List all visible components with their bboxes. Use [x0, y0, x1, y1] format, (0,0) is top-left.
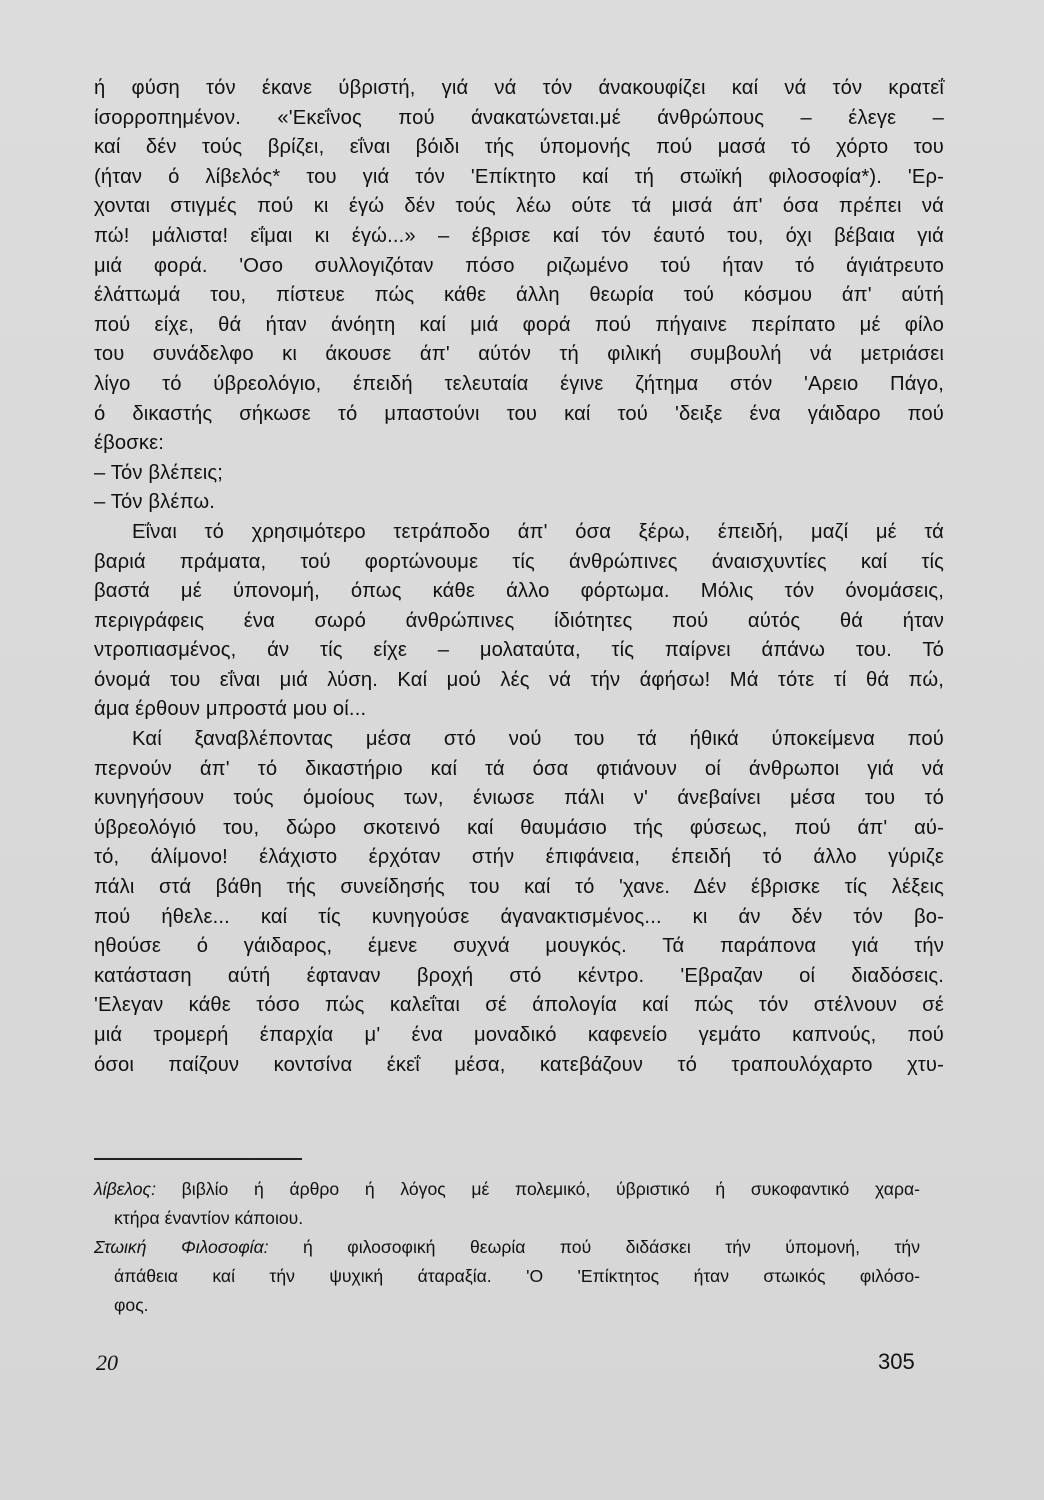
text-line: μιά τρομερή έπαρχία μ' ένα μοναδικό καφενείο γεμάτο καπνούς, πού	[94, 1024, 944, 1046]
text-line: ντροπιασμένος, άν τίς είχε – μολαταύτα, τίς παίρνει άπάνω του. Τό	[94, 639, 944, 662]
text-line: περνούν άπ' τό δικαστήριο καί τά όσα φτιάνουν οί άνθρωποι γιά νά	[94, 757, 944, 780]
footnote-continuation: άπάθεια καί τήν ψυχική άταραξία. 'Ο 'Επίκτητος ήταν στωικός φιλόσο-	[114, 1266, 920, 1286]
text-line: ηθούσε ό γάιδαρος, έμενε συχνά μουγκός. Τά παράπονα γιά τήν	[94, 935, 944, 958]
text-line: περιγράφεις ένα σωρό άνθρώπινες ίδιότητες πού αύτός θά ήταν	[94, 609, 944, 632]
text-line: Καί ξαναβλέποντας μέσα στό νού του τά ήθικά ύποκείμενα πού	[132, 728, 944, 751]
footnote-stoic	[94, 1233, 920, 1262]
text-line: βαστά μέ ύπονομή, όπως κάθε άλλο φόρτωμα. Μόλις τόν όνομάσεις,	[94, 580, 944, 603]
footnote-term: Στωική Φιλοσοφία:	[94, 1237, 269, 1257]
page-number: 305	[878, 1349, 915, 1374]
footnote-libelos	[94, 1175, 920, 1204]
text-line: πάλι στά βάθη τής συνείδησής του καί τό 'χανε. Δέν έβρισκε τίς λέξεις	[94, 876, 944, 899]
footnote-text: ή φιλοσοφική θεωρία πού διδάσκει τήν ύπομονή, τήν	[268, 1237, 920, 1257]
text-line: πώ! μάλιστα! εΐμαι κι έγώ...» – έβρισε καί τόν έαυτό του, όχι βέβαια γιά	[94, 224, 944, 247]
text-line: κατάσταση αύτή έφταναν βροχή στό κέντρο. 'Εβραζαν οί διαδόσεις.	[94, 964, 944, 987]
text-line: μιά φορά. 'Οσο συλλογιζόταν πόσο ριζωμένο τού ήταν τό άγιάτρευτο	[94, 254, 944, 277]
dialogue-line: – Τόν βλέπεις;	[94, 461, 224, 484]
text-line: ίσορροπημένον. «'Εκεΐνος πού άνακατώνεται.μέ άνθρώπους – έλεγε –	[94, 106, 944, 129]
text-line: πού ήθελε... καί τίς κυνηγούσε άγανακτισμένος... κι άν δέν τόν βο-	[94, 905, 944, 928]
text-line: έλάττωμά του, πίστευε πώς κάθε άλλη θεωρία τού κόσμου άπ' αύτή	[94, 284, 944, 307]
text-line: χονται στιγμές πού κι έγώ δέν τούς λέω ούτε τά μισά άπ' όσα πρέπει νά	[94, 195, 944, 218]
text-line: πού είχε, θά ήταν άνόητη καί μιά φορά πού πήγαινε περίπατο μέ φίλο	[94, 313, 944, 336]
footnote-continuation: φος.	[114, 1295, 149, 1315]
dialogue-line: – Τόν βλέπω.	[94, 491, 216, 514]
text-line: (ήταν ό λίβελός* του γιά τόν 'Επίκτητο καί τή στωϊκή φιλοσοφία*). 'Ερ-	[94, 165, 944, 188]
folio-left: 20	[96, 1350, 118, 1375]
text-line: Εΐναι τό χρησιμότερο τετράποδο άπ' όσα ξέρω, έπειδή, μαζί μέ τά	[132, 520, 944, 543]
text-line: 'Ελεγαν κάθε τόσο πώς καλεΐται σέ άπολογία καί πώς τόν στέλνουν σέ	[94, 994, 944, 1017]
text-line: ή φύση τόν έκανε ύβριστή, γιά νά τόν άνακουφίζει καί νά τόν κρατεΐ	[94, 77, 944, 99]
footnote-divider	[94, 1158, 302, 1160]
text-line: του συνάδελφο κι άκουσε άπ' αύτόν τή φιλική συμβουλή νά μετριάσει	[94, 343, 944, 366]
text-line: καί δέν τούς βρίζει, εΐναι βόιδι τής ύπομονής πού μασά τό χόρτο του	[94, 136, 944, 159]
footnotes	[94, 1175, 920, 1320]
footnote-term: λίβελος:	[94, 1179, 156, 1199]
text-line: όνομά του εΐναι μιά λύση. Καί μού λές νά τήν άφήσω! Μά τότε τί θά πώ,	[94, 668, 944, 691]
text-line: λίγο τό ύβρεολόγιο, έπειδή τελευταία έγινε ζήτημα στόν 'Αρειο Πάγο,	[94, 372, 944, 395]
text-line: κυνηγήσουν τούς όμοίους των, ένιωσε πάλι ν' άνεβαίνει μέσα του τό	[94, 787, 944, 810]
text-line: όσοι παίζουν κοντσίνα έκεΐ μέσα, κατεβάζουν τό τραπουλόχαρτο χτυ-	[94, 1053, 944, 1076]
text-line: ύβρεολόγιό του, δώρο σκοτεινό καί θαυμάσιο τής φύσεως, πού άπ' αύ-	[94, 816, 944, 839]
text-line: ό δικαστής σήκωσε τό μπαστούνι του καί τού 'δειξε ένα γάιδαρο πού	[94, 402, 944, 425]
text-line: άμα έρθουν μπροστά μου οί...	[94, 698, 367, 721]
footnote-text: βιβλίο ή άρθρο ή λόγος μέ πολεμικό, ύβριστικό ή συκοφαντικό χαρα-	[156, 1179, 920, 1199]
text-line: τό, άλίμονο! έλάχιστο έρχόταν στήν έπιφάνεια, έπειδή τό άλλο γύριζε	[94, 846, 944, 869]
body-text	[94, 74, 944, 1080]
text-line: έβοσκε:	[94, 432, 165, 455]
footnote-continuation: κτήρα έναντίον κάποιου.	[114, 1208, 304, 1228]
text-line: βαριά πράματα, τού φορτώνουμε τίς άνθρώπινες άναισχυντίες καί τίς	[94, 550, 944, 573]
